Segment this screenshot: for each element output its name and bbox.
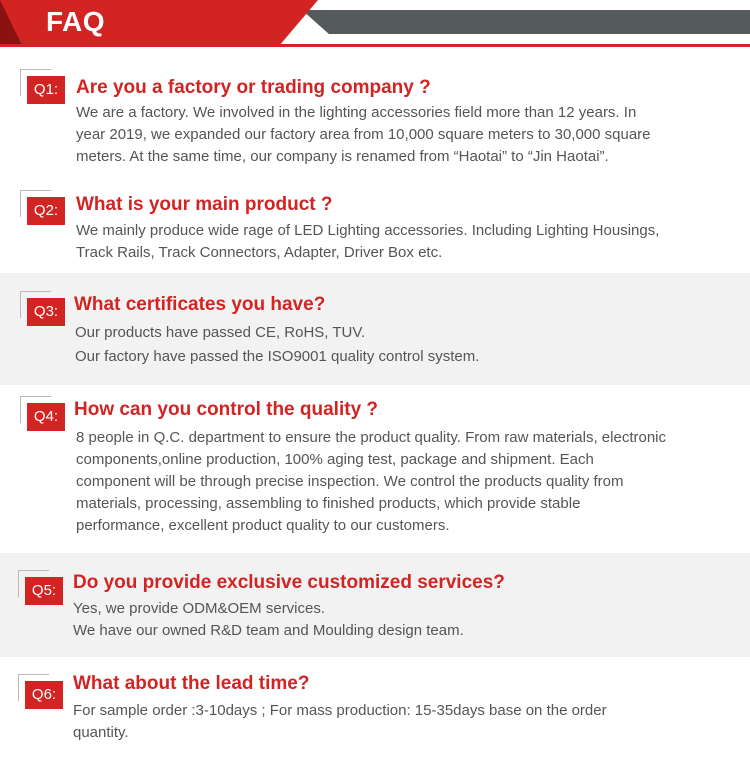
faq-item-1 <box>0 50 750 173</box>
answer-text <box>76 427 666 537</box>
answer-line: We mainly produce wide rage of LED Lighting accessories. Including Lighting Housings, <box>76 222 660 239</box>
question-text: What is your main product ? <box>76 194 333 215</box>
question-label-badge: Q2: <box>27 197 65 225</box>
question-text: Do you provide exclusive customized services? <box>73 572 505 593</box>
faq-item-3 <box>0 273 750 385</box>
answer-line: 8 people in Q.C. department to ensure the product quality. From raw materials, electronic <box>76 429 667 446</box>
question-text: What certificates you have? <box>74 294 326 315</box>
answer-text <box>73 598 464 642</box>
faq-item-6 <box>0 657 750 763</box>
question-label-badge: Q1: <box>27 76 65 104</box>
question-text: How can you control the quality ? <box>74 399 379 420</box>
page-title: FAQ <box>46 6 106 37</box>
answer-text <box>75 321 479 369</box>
answer-line: Yes, we provide ODM&OEM services. <box>73 600 326 617</box>
answer-line: We are a factory. We involved in the lighting accessories field more than 12 years. In <box>76 104 637 121</box>
question-text: What about the lead time? <box>73 673 310 694</box>
answer-text <box>76 102 651 168</box>
header-underline <box>0 44 750 47</box>
question-label-badge: Q6: <box>25 681 63 709</box>
answer-line: performance, excellent product quality to our customers. <box>76 517 450 534</box>
answer-line: We have our owned R&D team and Moulding design team. <box>73 622 464 639</box>
answer-text <box>76 220 659 264</box>
faq-header-banner <box>0 0 750 45</box>
answer-line: For sample order :3-10days ; For mass production: 15-35days base on the order <box>73 702 607 719</box>
question-text: Are you a factory or trading company ? <box>76 77 431 98</box>
answer-line: year 2019, we expanded our factory area from 10,000 square meters to 30,000 square <box>76 126 651 143</box>
answer-line: Our factory have passed the ISO9001 quality control system. <box>75 348 480 365</box>
faq-item-2 <box>0 173 750 273</box>
answer-line: materials, processing, assembling to finished products, which provide stable <box>76 495 581 512</box>
question-label-badge: Q4: <box>27 403 65 431</box>
answer-line: meters. At the same time, our company is renamed from “Haotai” to “Jin Haotai”. <box>76 148 609 165</box>
question-label-badge: Q3: <box>27 298 65 326</box>
header-grey-bar <box>302 10 750 34</box>
answer-line: Track Rails, Track Connectors, Adapter, Driver Box etc. <box>76 244 443 261</box>
answer-line: components,online production, 100% aging test, package and shipment. Each <box>76 451 594 468</box>
answer-line: component will be through precise inspection. We control the products quality from <box>76 473 624 490</box>
question-label-badge: Q5: <box>25 577 63 605</box>
faq-item-5 <box>0 553 750 657</box>
faq-item-4 <box>0 385 750 553</box>
answer-line: quantity. <box>73 724 129 741</box>
answer-text <box>73 700 607 744</box>
answer-line: Our products have passed CE, RoHS, TUV. <box>75 324 366 341</box>
